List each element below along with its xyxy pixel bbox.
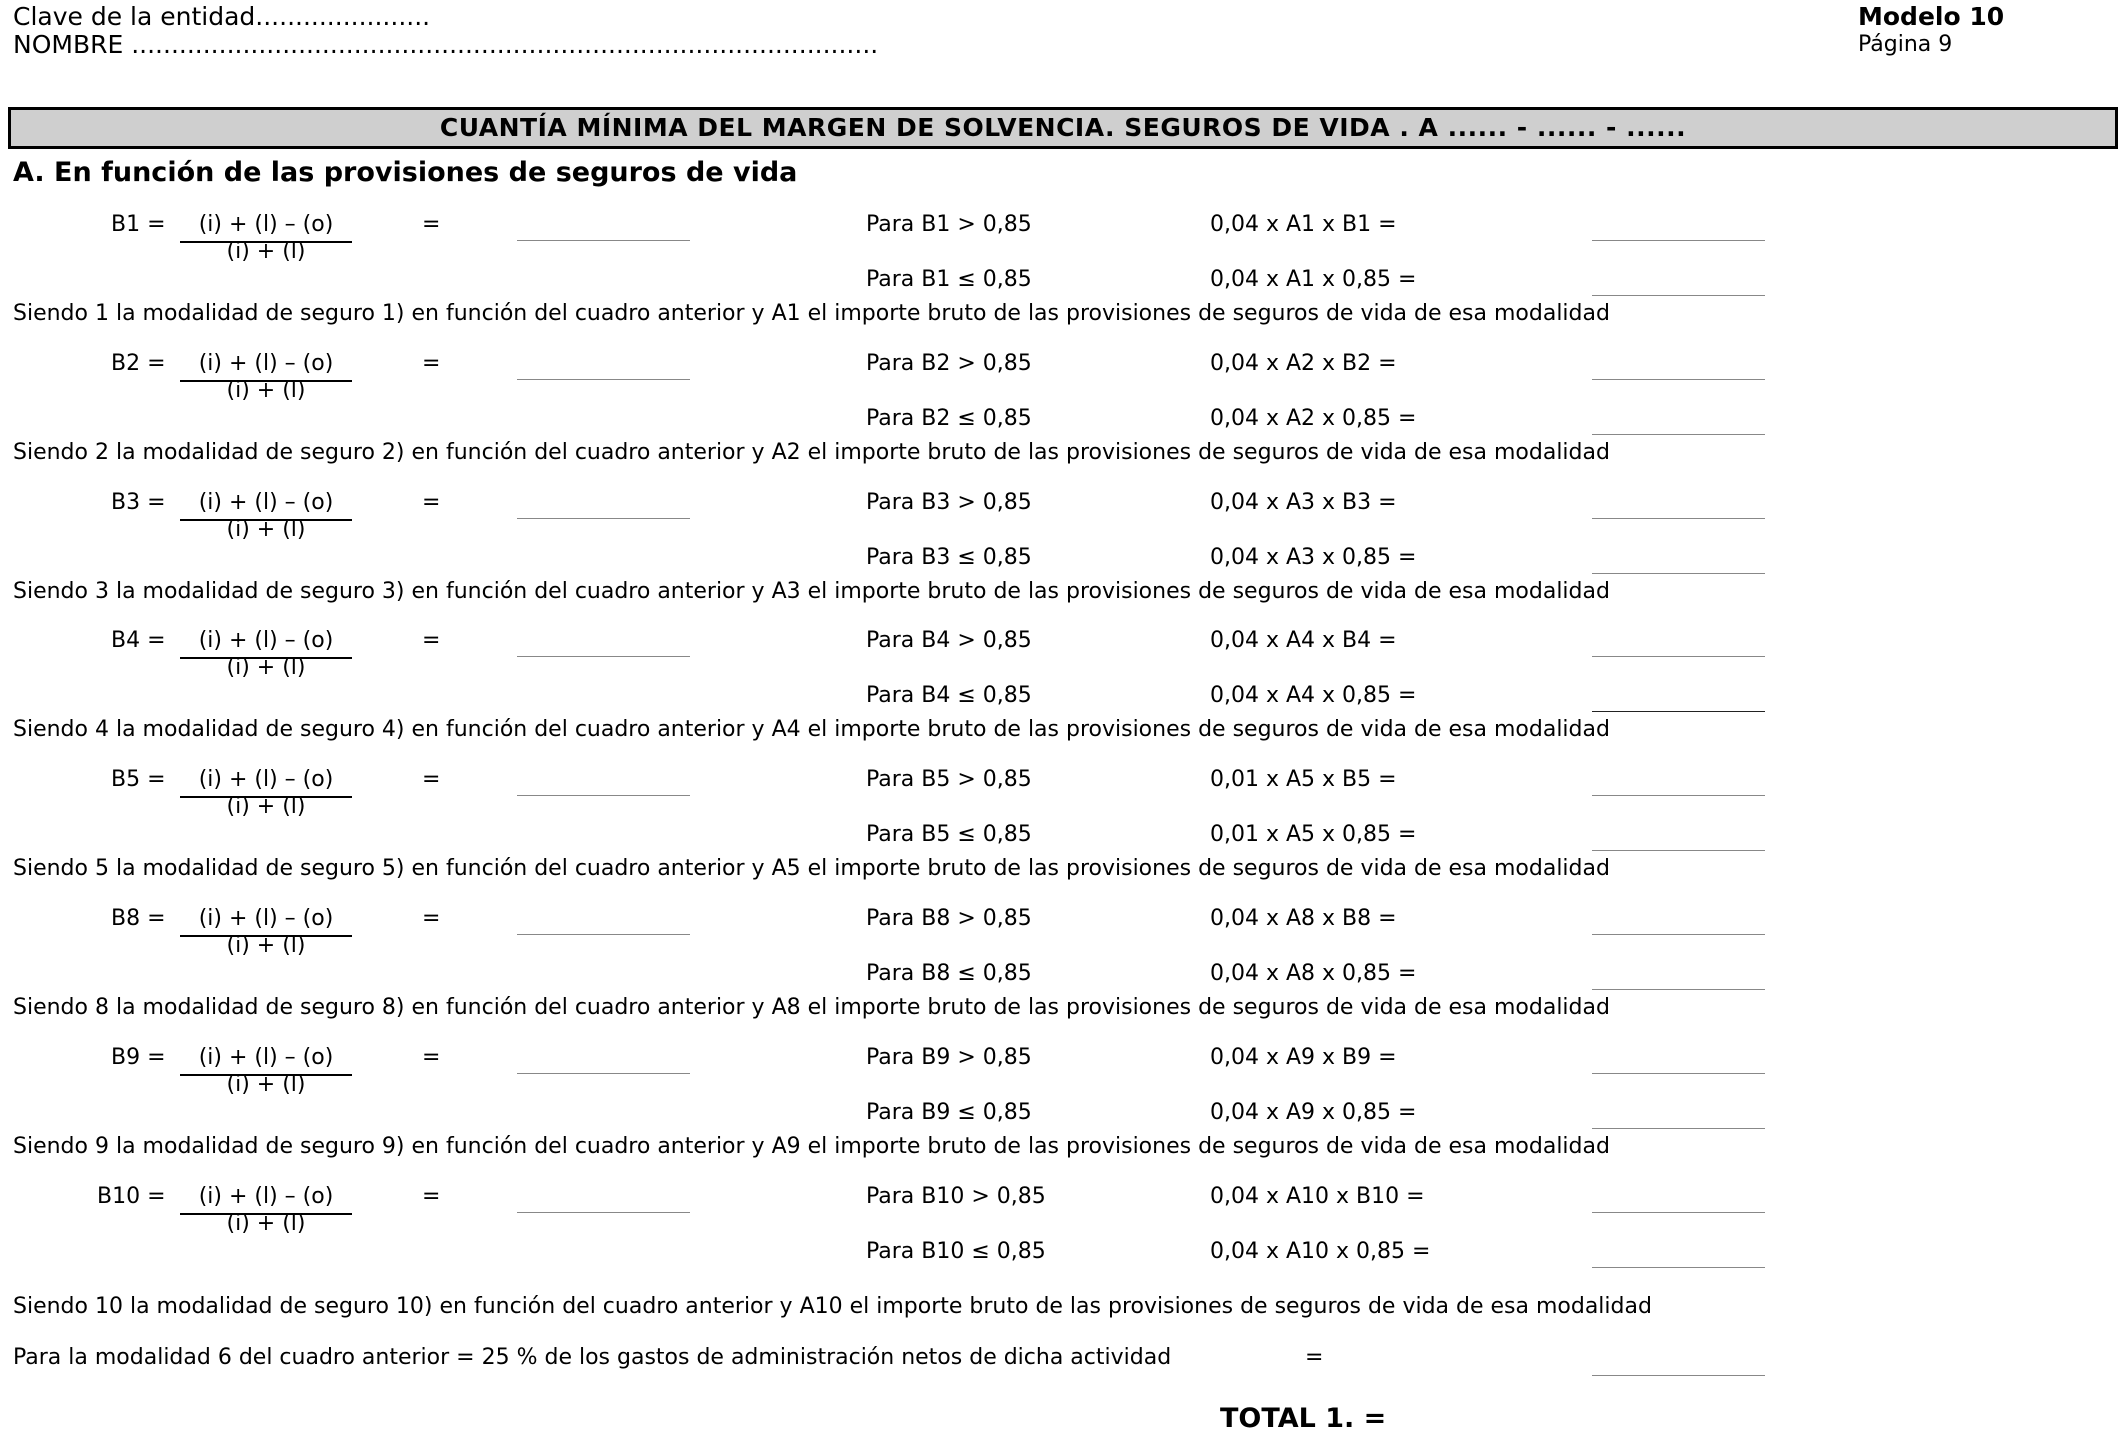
result-le-input-line[interactable] <box>1592 989 1765 990</box>
condition-gt: Para B8 > 0,85 <box>866 906 1032 931</box>
b-value-input-line[interactable] <box>517 795 690 796</box>
b-value-input-line[interactable] <box>517 379 690 380</box>
result-le-input-line[interactable] <box>1592 573 1765 574</box>
formula-le: 0,01 x A5 x 0,85 = <box>1210 822 1417 847</box>
row-equals: = <box>422 1184 441 1209</box>
formula-gt: 0,04 x A8 x B8 = <box>1210 906 1397 931</box>
condition-gt: Para B5 > 0,85 <box>866 767 1032 792</box>
condition-le: Para B10 ≤ 0,85 <box>866 1239 1046 1264</box>
formula-le: 0,04 x A4 x 0,85 = <box>1210 683 1417 708</box>
fraction-denominator: (i) + (l) <box>226 517 306 542</box>
condition-gt: Para B1 > 0,85 <box>866 212 1032 237</box>
fraction-denominator: (i) + (l) <box>226 933 306 958</box>
row-equals: = <box>422 490 441 515</box>
row-label: B9 = <box>111 1045 166 1070</box>
b-value-input-line[interactable] <box>517 1073 690 1074</box>
formula-le: 0,04 x A1 x 0,85 = <box>1210 267 1417 292</box>
row-label: B3 = <box>111 490 166 515</box>
b-value-input-line[interactable] <box>517 934 690 935</box>
section-a-heading: A. En función de las provisiones de seguros de vida <box>13 157 798 188</box>
formula-gt: 0,01 x A5 x B5 = <box>1210 767 1397 792</box>
result-gt-input-line[interactable] <box>1592 1073 1765 1074</box>
fraction-numerator: (i) + (l) – (o) <box>198 1184 334 1209</box>
condition-gt: Para B4 > 0,85 <box>866 628 1032 653</box>
condition-le: Para B8 ≤ 0,85 <box>866 961 1032 986</box>
row-note: Siendo 5 la modalidad de seguro 5) en función del cuadro anterior y A5 el importe bruto de las provisiones de seguros de vida de esa modalidad <box>13 856 1610 881</box>
row-note: Siendo 1 la modalidad de seguro 1) en función del cuadro anterior y A1 el importe bruto de las provisiones de seguros de vida de esa modalidad <box>13 301 1610 326</box>
row-note: Siendo 4 la modalidad de seguro 4) en función del cuadro anterior y A4 el importe bruto de las provisiones de seguros de vida de esa modalidad <box>13 717 1610 742</box>
fraction-numerator: (i) + (l) – (o) <box>198 490 334 515</box>
result-le-input-line[interactable] <box>1592 295 1765 296</box>
row-equals: = <box>422 767 441 792</box>
row-note: Siendo 3 la modalidad de seguro 3) en función del cuadro anterior y A3 el importe bruto de las provisiones de seguros de vida de esa modalidad <box>13 579 1610 604</box>
result-le-input-line[interactable] <box>1592 1267 1765 1268</box>
row-label: B4 = <box>111 628 166 653</box>
row-equals: = <box>422 1045 441 1070</box>
fraction-denominator: (i) + (l) <box>226 239 306 264</box>
result-le-input-line[interactable] <box>1592 850 1765 851</box>
condition-le: Para B5 ≤ 0,85 <box>866 822 1032 847</box>
condition-gt: Para B3 > 0,85 <box>866 490 1032 515</box>
modalidad6-text: Para la modalidad 6 del cuadro anterior = 25 % de los gastos de administración netos de dicha actividad <box>13 1345 1172 1370</box>
row-note: Siendo 9 la modalidad de seguro 9) en función del cuadro anterior y A9 el importe bruto de las provisiones de seguros de vida de esa modalidad <box>13 1134 1610 1159</box>
fraction-denominator: (i) + (l) <box>226 655 306 680</box>
fraction-numerator: (i) + (l) – (o) <box>198 212 334 237</box>
formula-le: 0,04 x A8 x 0,85 = <box>1210 961 1417 986</box>
row-label: B1 = <box>111 212 166 237</box>
row-note: Siendo 2 la modalidad de seguro 2) en función del cuadro anterior y A2 el importe bruto de las provisiones de seguros de vida de esa modalidad <box>13 440 1610 465</box>
row-note: Siendo 10 la modalidad de seguro 10) en función del cuadro anterior y A10 el importe bruto de las provisiones de seguros de vida de esa modalidad <box>13 1294 1652 1319</box>
formula-le: 0,04 x A10 x 0,85 = <box>1210 1239 1431 1264</box>
total-label: TOTAL 1. = <box>1220 1403 1387 1434</box>
row-note: Siendo 8 la modalidad de seguro 8) en función del cuadro anterior y A8 el importe bruto de las provisiones de seguros de vida de esa modalidad <box>13 995 1610 1020</box>
result-gt-input-line[interactable] <box>1592 1212 1765 1213</box>
row-equals: = <box>422 906 441 931</box>
row-equals: = <box>422 628 441 653</box>
condition-gt: Para B10 > 0,85 <box>866 1184 1046 1209</box>
formula-gt: 0,04 x A9 x B9 = <box>1210 1045 1397 1070</box>
formula-gt: 0,04 x A3 x B3 = <box>1210 490 1397 515</box>
result-gt-input-line[interactable] <box>1592 240 1765 241</box>
formula-le: 0,04 x A9 x 0,85 = <box>1210 1100 1417 1125</box>
condition-le: Para B2 ≤ 0,85 <box>866 406 1032 431</box>
fraction-denominator: (i) + (l) <box>226 1211 306 1236</box>
formula-gt: 0,04 x A2 x B2 = <box>1210 351 1397 376</box>
b-value-input-line[interactable] <box>517 656 690 657</box>
condition-le: Para B9 ≤ 0,85 <box>866 1100 1032 1125</box>
row-label: B5 = <box>111 767 166 792</box>
condition-gt: Para B9 > 0,85 <box>866 1045 1032 1070</box>
fraction-numerator: (i) + (l) – (o) <box>198 1045 334 1070</box>
pagina-label: Página 9 <box>1858 32 1953 57</box>
result-gt-input-line[interactable] <box>1592 656 1765 657</box>
result-le-input-line[interactable] <box>1592 711 1765 712</box>
condition-le: Para B4 ≤ 0,85 <box>866 683 1032 708</box>
result-gt-input-line[interactable] <box>1592 379 1765 380</box>
row-equals: = <box>422 351 441 376</box>
condition-gt: Para B2 > 0,85 <box>866 351 1032 376</box>
result-gt-input-line[interactable] <box>1592 934 1765 935</box>
formula-gt: 0,04 x A1 x B1 = <box>1210 212 1397 237</box>
fraction-denominator: (i) + (l) <box>226 794 306 819</box>
condition-le: Para B1 ≤ 0,85 <box>866 267 1032 292</box>
result-gt-input-line[interactable] <box>1592 795 1765 796</box>
b-value-input-line[interactable] <box>517 240 690 241</box>
fraction-numerator: (i) + (l) – (o) <box>198 351 334 376</box>
b-value-input-line[interactable] <box>517 518 690 519</box>
fraction-denominator: (i) + (l) <box>226 378 306 403</box>
row-label: B8 = <box>111 906 166 931</box>
formula-gt: 0,04 x A10 x B10 = <box>1210 1184 1425 1209</box>
fraction-denominator: (i) + (l) <box>226 1072 306 1097</box>
row-label: B10 = <box>97 1184 166 1209</box>
clave-entidad: Clave de la entidad...................... <box>13 2 431 31</box>
modelo-label: Modelo 10 <box>1858 2 2005 31</box>
nombre-entidad: NOMBRE .............................................................................................. <box>13 30 879 59</box>
result-gt-input-line[interactable] <box>1592 518 1765 519</box>
fraction-numerator: (i) + (l) – (o) <box>198 906 334 931</box>
page-title: CUANTÍA MÍNIMA DEL MARGEN DE SOLVENCIA. SEGUROS DE VIDA . A ...... - ...... - ...... <box>8 107 2118 149</box>
formula-le: 0,04 x A3 x 0,85 = <box>1210 545 1417 570</box>
modalidad6-equals: = <box>1305 1345 1324 1370</box>
fraction-numerator: (i) + (l) – (o) <box>198 767 334 792</box>
formula-gt: 0,04 x A4 x B4 = <box>1210 628 1397 653</box>
modalidad6-input-line[interactable] <box>1592 1375 1765 1376</box>
condition-le: Para B3 ≤ 0,85 <box>866 545 1032 570</box>
fraction-numerator: (i) + (l) – (o) <box>198 628 334 653</box>
result-le-input-line[interactable] <box>1592 1128 1765 1129</box>
formula-le: 0,04 x A2 x 0,85 = <box>1210 406 1417 431</box>
result-le-input-line[interactable] <box>1592 434 1765 435</box>
b-value-input-line[interactable] <box>517 1212 690 1213</box>
row-equals: = <box>422 212 441 237</box>
row-label: B2 = <box>111 351 166 376</box>
